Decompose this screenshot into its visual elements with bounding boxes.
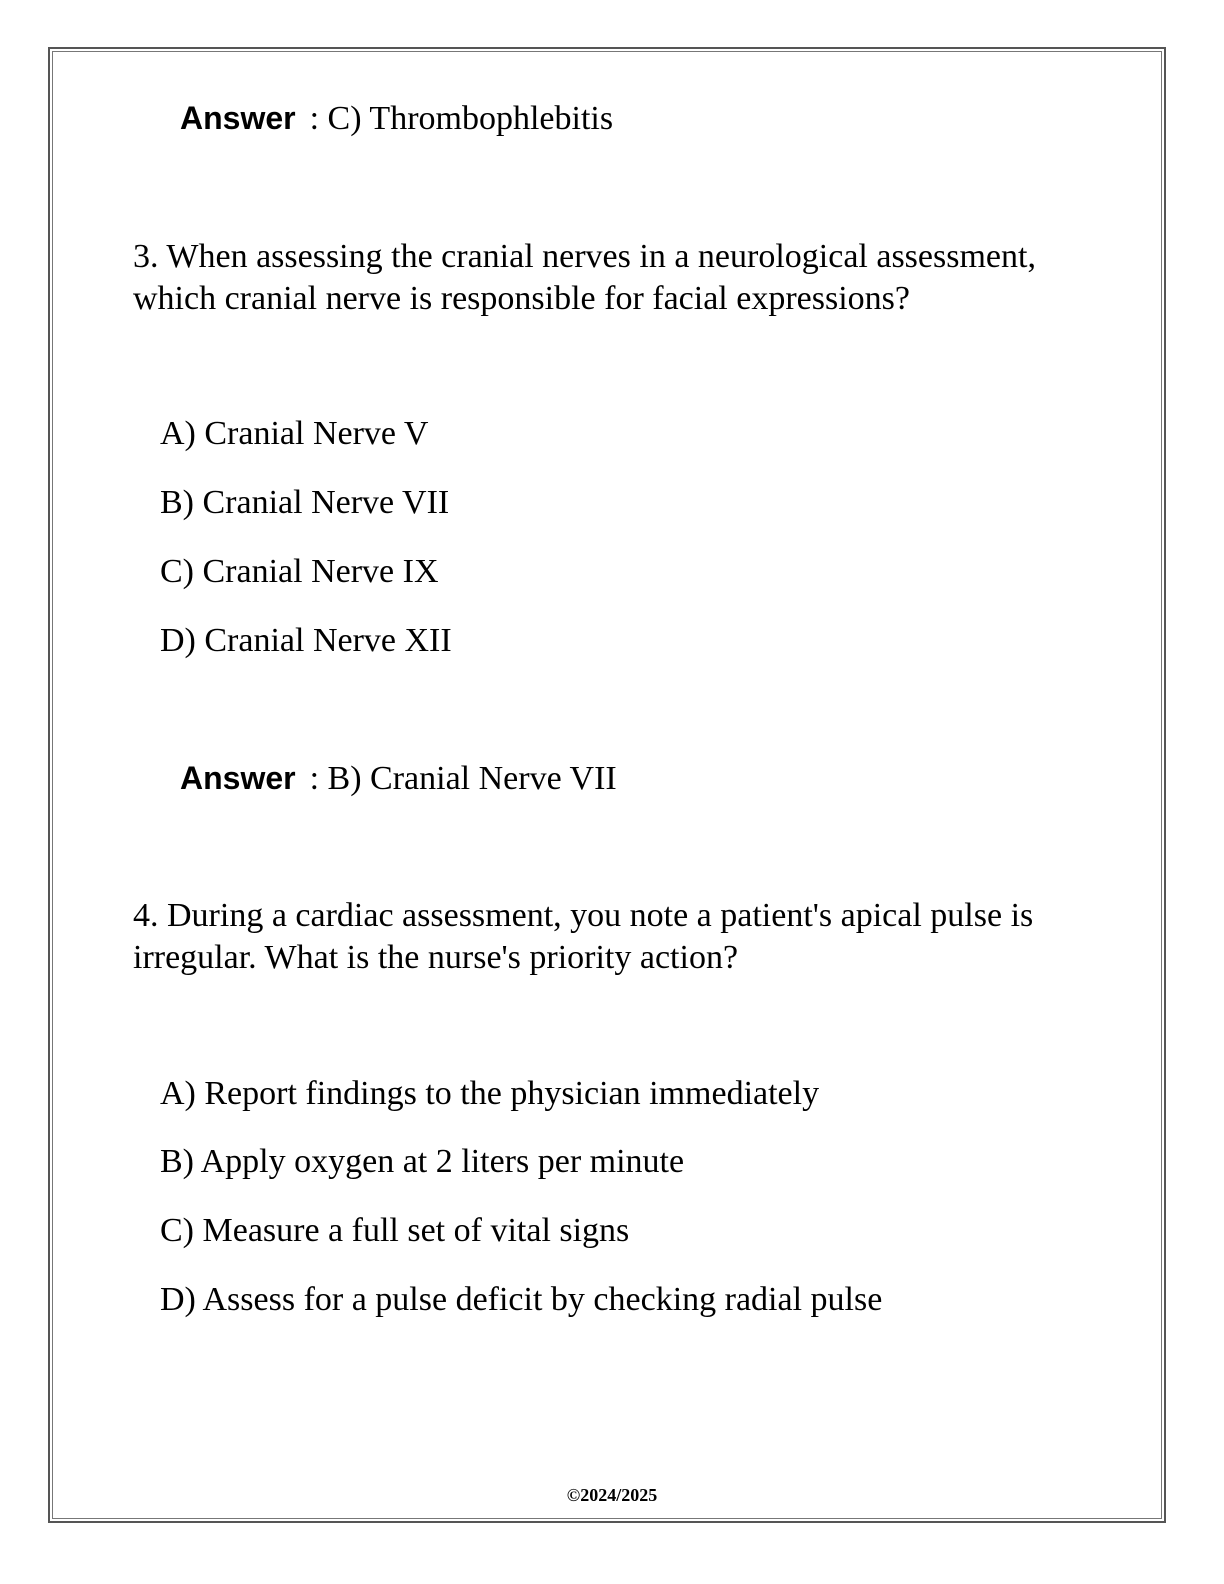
- question-4-option-b: B) Apply oxygen at 2 liters per minute: [160, 1143, 685, 1180]
- answer-text: : B) Cranial Nerve VII: [309, 760, 617, 797]
- question-3-option-a: A) Cranial Nerve V: [160, 415, 429, 452]
- question-4-text: 4. During a cardiac assessment, you note a patient's apical pulse is irregular. What is the nurse's priority action?: [133, 897, 1034, 976]
- question-4-option-a: A) Report findings to the physician immediately: [160, 1075, 820, 1112]
- answer-text: : C) Thrombophlebitis: [309, 100, 614, 137]
- question-3-option-b: B) Cranial Nerve VII: [160, 484, 450, 521]
- question-4-option-d: D) Assess for a pulse deficit by checking radial pulse: [160, 1281, 883, 1318]
- answer-label: Answer: [180, 760, 296, 796]
- question-3-answer: [180, 758, 617, 799]
- answer-line: [180, 98, 613, 139]
- footer-copyright: ©2024/2025: [566, 1485, 658, 1505]
- answer-label: Answer: [180, 100, 296, 136]
- question-4-option-c: C) Measure a full set of vital signs: [160, 1212, 630, 1249]
- question-3-option-d: D) Cranial Nerve XII: [160, 622, 452, 659]
- question-3-text: 3. When assessing the cranial nerves in a neurological assessment, which cranial nerve is responsible for facial expressions?: [133, 238, 1036, 317]
- question-3-option-c: C) Cranial Nerve IX: [160, 553, 439, 590]
